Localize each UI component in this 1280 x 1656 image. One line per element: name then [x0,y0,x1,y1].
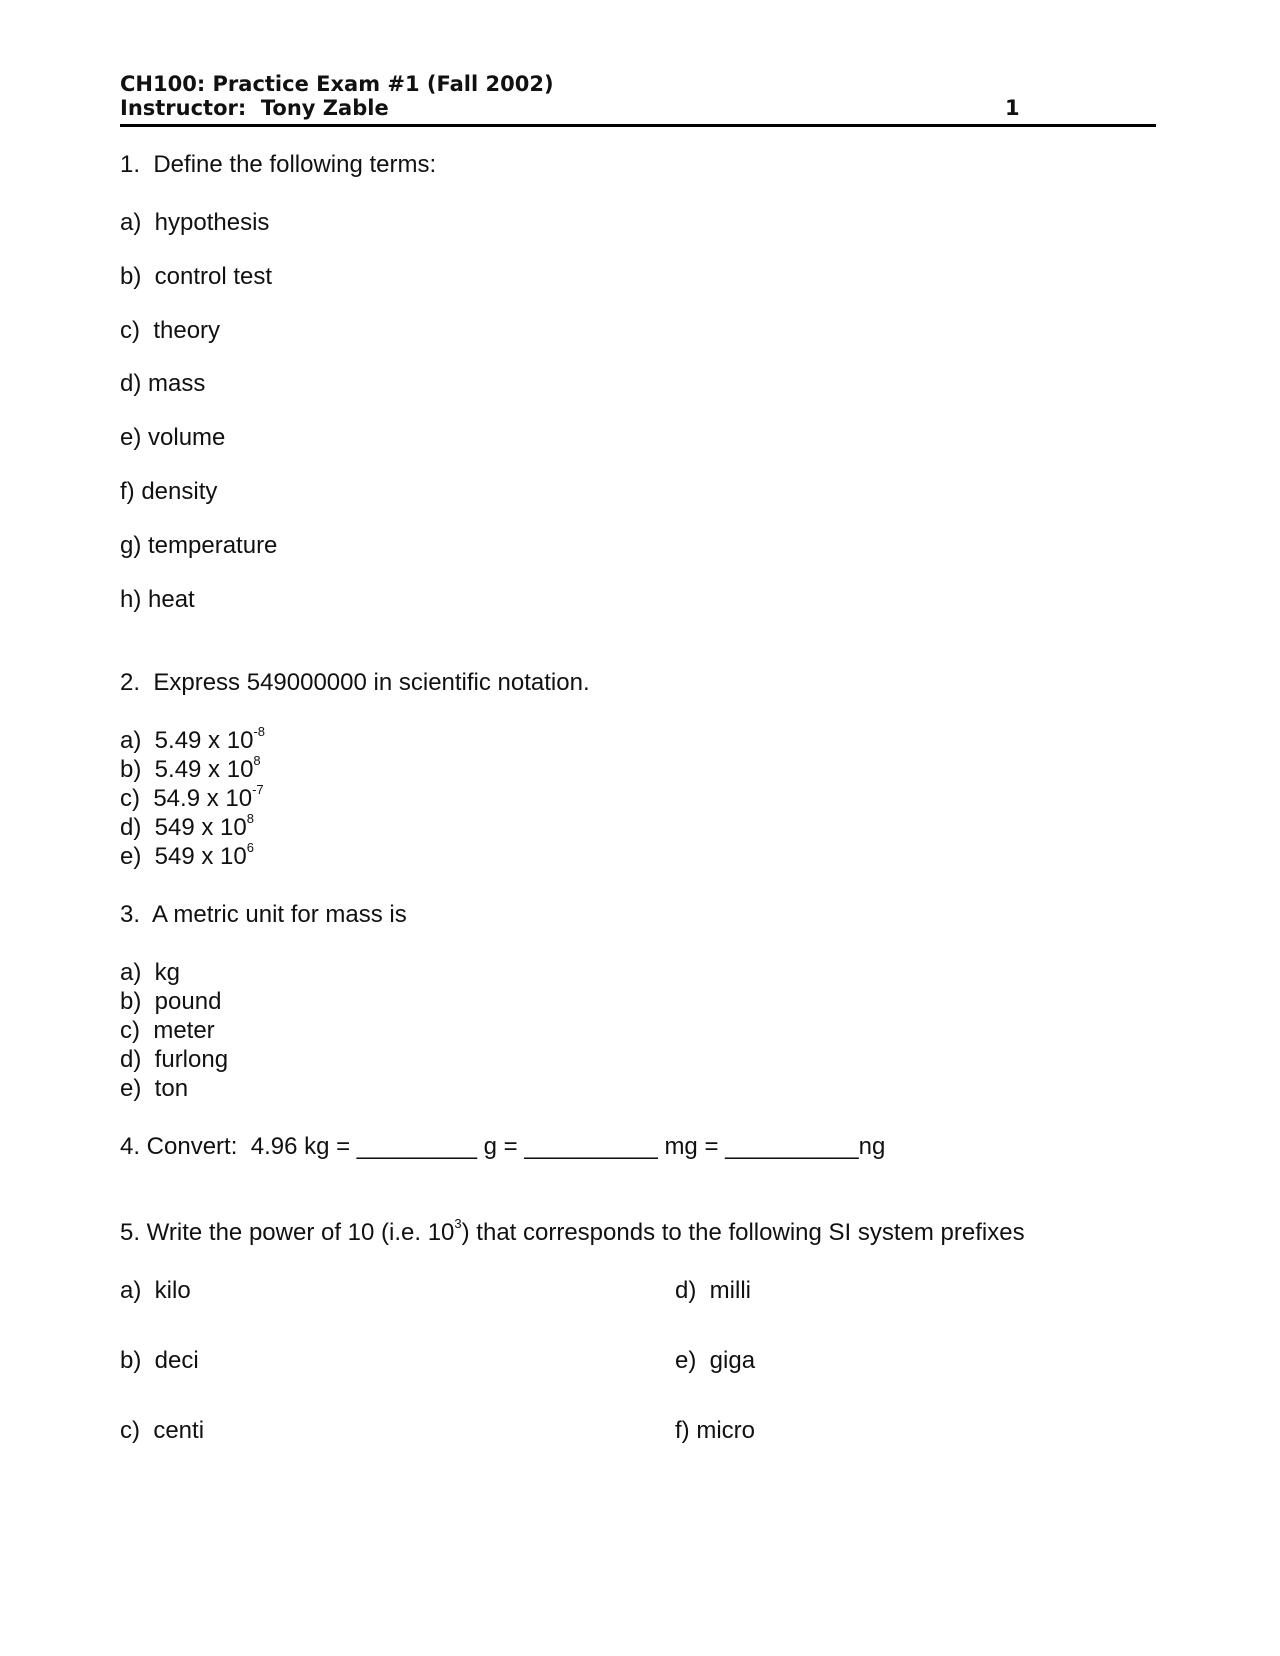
q5-prefix: f) micro [675,1417,755,1444]
q1-item: d) mass [120,370,206,397]
q5-prefix: b) deci [120,1347,199,1374]
q1-item: a) hypothesis [120,209,270,236]
q5-prefix: d) milli [675,1277,751,1304]
q5-prefix: e) giga [675,1347,756,1374]
q3-option: b) pound [120,988,222,1015]
page-number: 1 [1005,96,1020,120]
q1-prompt: 1. Define the following terms: [120,151,437,178]
q5-prefix: c) centi [120,1417,205,1444]
q3-prompt: 3. A metric unit for mass is [120,901,407,928]
q2-prompt: 2. Express 549000000 in scientific notation. [120,669,590,696]
q5-prefix: a) kilo [120,1277,191,1304]
q1-item: e) volume [120,424,226,451]
q2-option: e) 549 x $10^6$ [120,840,254,870]
q1-item: f) density [120,478,218,505]
q3-option: d) furlong [120,1046,229,1073]
q4-prompt: 4. Convert: 4.96 kg = _________ g = __________ mg = __________ng [120,1133,886,1160]
q1-item: h) heat [120,586,195,613]
q5-prompt: 5. Write the power of 10 (i.e. $10^3$) that corresponds to the following SI system prefixes [120,1216,1025,1246]
q1-item: b) control test [120,263,273,290]
instructor-line: Instructor: Tony Zable [120,96,389,120]
q2-option: b) 5.49 x $10^8$ [120,753,261,783]
q2-option: d) 549 x $10^8$ [120,811,254,841]
q2-option: a) 5.49 x $10^{-8}$ [120,724,265,754]
header-rule [120,124,1156,127]
q1-item: g) temperature [120,532,278,559]
q1-item: c) theory [120,317,221,344]
q2-option: c) 54.9 x $10^{-7}$ [120,782,264,812]
q3-option: c) meter [120,1017,215,1044]
q3-option: a) kg [120,959,181,986]
q3-option: e) ton [120,1075,189,1102]
exam-title: CH100: Practice Exam #1 (Fall 2002) [120,72,554,96]
